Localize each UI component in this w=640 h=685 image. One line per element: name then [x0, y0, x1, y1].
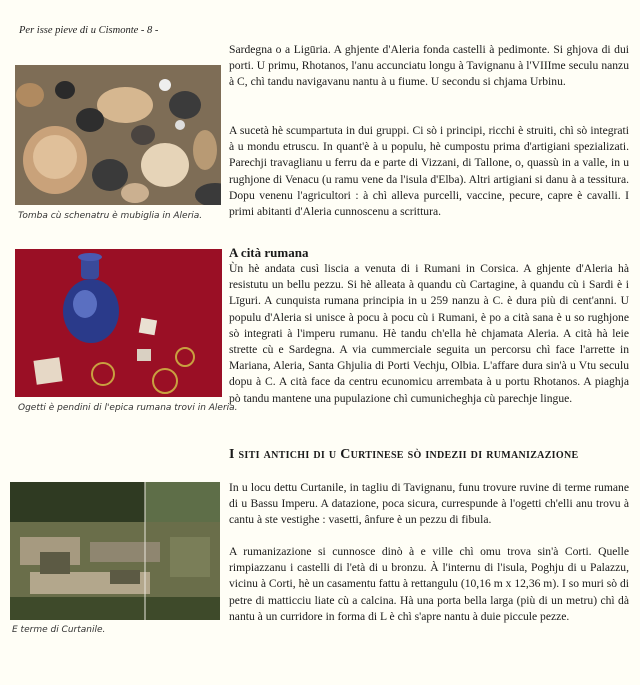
paragraph-aleria-ports: Sardegna o a Ligūria. A ghjente d'Aleria fonda castelli à pedimonte. Si ghjova di dui porti. U primu, Rhotanos, l'anu accunciatu longu à Tavignanu à l'VIIIme seculu nanzu à C, chì tandu navigavanu nantu à u fiume. U secondu si chjama Urbinu.	[229, 43, 629, 89]
objects-photo	[15, 249, 222, 397]
objects-caption: Ogetti è pendini di l'epica rumana trovi in Aleria.	[18, 403, 238, 413]
paragraph-romanization: A rumanizazione si cunnosce dinò à e ville chì omu trova sin'à Corti. Quelle rimpiazzanu i castelli di l'età di u bronzu. À l'internu di l'isula, Poghju di u Palazzu, vicinu à Corti, hè un casamentu fattu à rettangulu (10,16 m x 12,36 m). I so muri sò di petre di matticciu liate cù a calcina. Hà una porta bella larga (più di un metru) chì dà nantu à un curridore in forma di L è chì s'apre nantu à duie piccule pezze.	[229, 545, 629, 623]
baths-photo	[10, 482, 220, 620]
page-header: Per isse pieve di u Cismonte - 8 -	[19, 25, 159, 36]
baths-caption: E terme di Curtanile.	[12, 625, 106, 635]
paragraph-curtanile: In u locu dettu Curtanile, in tagliu di Tavignanu, funu trovure ruvine di terme rumane di u Bassu Imperu. A datazione, poca sicura, currespunde à l'ogetti ch'elli anu trovu à cantu à ste vestighe : vasetti, ânfure è un pezzu di fibula.	[229, 481, 629, 527]
heading-ancient-sites: I siti antichi di u Curtinese sò indezii di rumanizazione	[229, 447, 579, 462]
tomb-photo	[15, 65, 221, 205]
heading-roman-city: A cità rumana	[229, 245, 309, 260]
tomb-caption: Tomba cù schenatru è mubiglia in Aleria.	[18, 211, 203, 221]
paragraph-aleria-society: A sucetà hè scumpartuta in dui gruppi. Ci sò i principi, ricchi è struiti, chì sò integrati à u mondu etruscu. In quant'è à u populu, hè cumpostu prima d'artigiani spezializati. Parechji travaglianu u ferru da e parte di Vizzani, di Tallone, o, quassù in a valle, in u rughjone di Venacu (u ramu vene da l'isula d'Elba). Altri artigiani si danu à a tessitura. Dopu venenu l'agricultori : à chì alleva purcelli, vaccine, pecure, capre è cavalli. I primi abitanti d'Aleria cunnoscenu a scrittura.	[229, 124, 629, 219]
paragraph-roman-city: Ùn hè andata cusì liscia a venuta di i Rumani in Corsica. A ghjente d'Aleria hà resistutu un bellu pezzu. Si hè alleata à quandu cù Cartagine, à quandu cù i Sardi è i Līguri. A cunquista rumana principia in u 259 nanzu à C. è dura più di cent'anni. U populu d'Aleria si unisce à pocu à pocu cù i Rumani, è po a cità sana è u so rughjone sò integrati à l'imperu rumanu. Hè tandu ch'ella hè chjamata Aleria. A cità hà leie strette cù e Sardegna. A via cummerciale seguita un percorsu chì face l'arrette in Mariana, Aleria, Santa Ghjulia di Porti Vechju, Olbia. L'affare dura sin'à u Vtu seculu dopu à C. A cità face da centru ecunomicu arrembata à u portu Rhotanos. A piaghja pò tandu mantene una pupulazione chì cumunicheghja cù parechje lingue.	[229, 262, 629, 405]
